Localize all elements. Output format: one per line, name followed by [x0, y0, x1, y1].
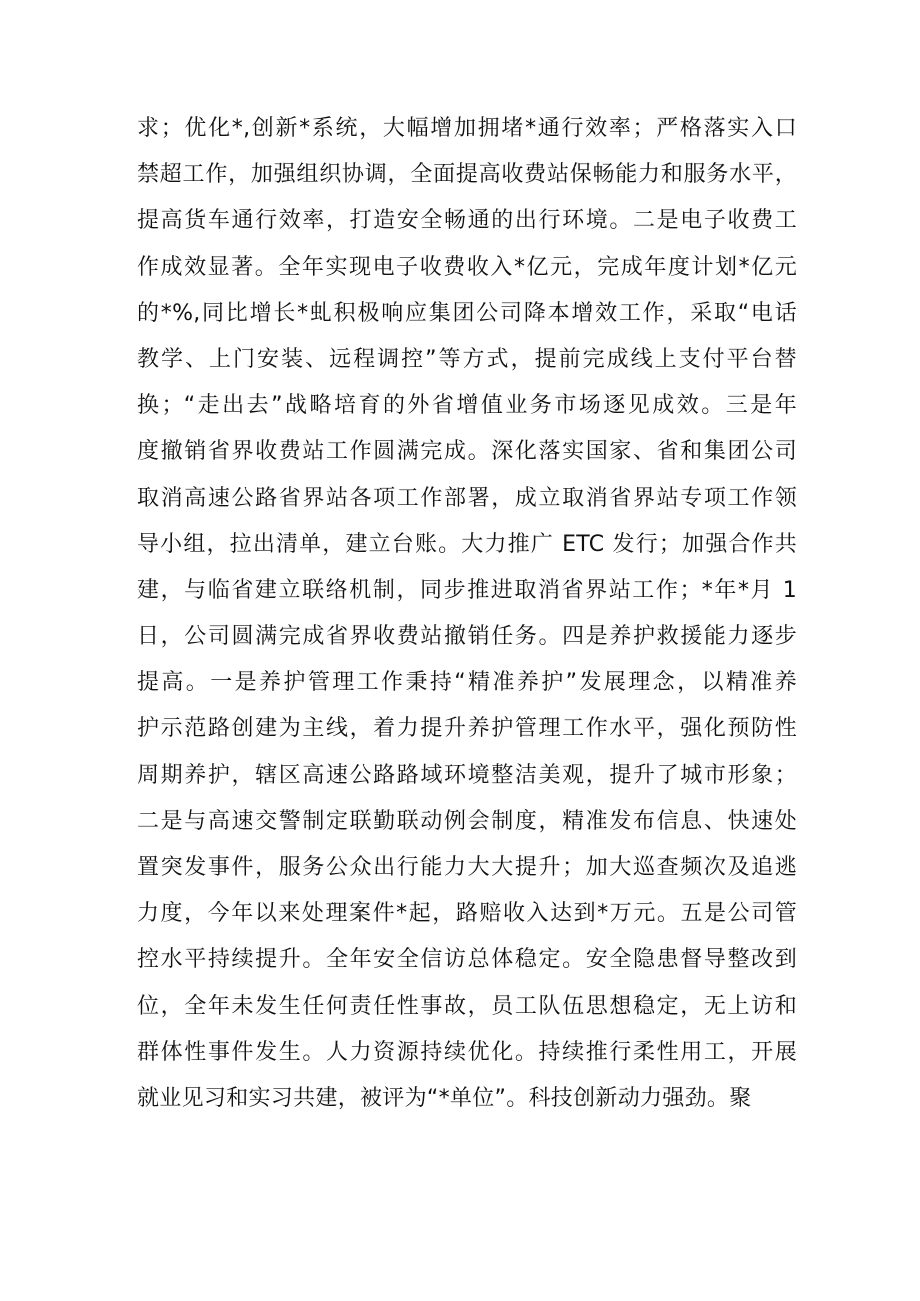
text-line: 护示范路创建为主线，着力提升养护管理工作水平，强化预防性	[137, 716, 797, 742]
text-line: 度撤销省界收费站工作圆满完成。深化落实国家、省和集团公司	[137, 439, 797, 465]
text-line: 作成效显著。全年实现电子收费收入*亿元，完成年度计划*亿元	[137, 254, 797, 280]
text-line: 提高货车通行效率，打造安全畅通的出行环境。二是电子收费工	[137, 208, 797, 234]
text-line: 取消高速公路省界站各项工作部署，成立取消省界站专项工作领	[137, 485, 797, 511]
text-line: 二是与高速交警制定联勤联动例会制度，精准发布信息、快速处	[137, 808, 797, 834]
text-line: 建，与临省建立联络机制，同步推进取消省界站工作；*年*月 1	[137, 577, 797, 603]
text-line: 禁超工作，加强组织协调，全面提高收费站保畅能力和服务水平，	[137, 162, 797, 188]
text-line: 求；优化*,创新*系统，大幅增加拥堵*通行效率；严格落实入口	[137, 116, 797, 141]
text-line: 教学、上门安装、远程调控”等方式，提前完成线上支付平台替	[137, 346, 797, 372]
text-line: 换；“走出去”战略培育的外省增值业务市场逐见成效。三是年	[137, 393, 797, 419]
text-line: 周期养护，辖区高速公路路域环境整洁美观，提升了城市形象；	[137, 762, 797, 788]
text-line: 力度，今年以来处理案件*起，路赔收入达到*万元。五是公司管	[137, 901, 797, 927]
text-line: 群体性事件发生。人力资源持续优化。持续推行柔性用工，开展	[137, 1039, 797, 1065]
text-line: 的*%,同比增长*虬积极响应集团公司降本增效工作，采取“电话	[137, 300, 797, 326]
text-line: 置突发事件，服务公众出行能力大大提升；加大巡查频次及追逃	[137, 855, 797, 880]
text-line: 日，公司圆满完成省界收费站撤销任务。四是养护救援能力逐步	[137, 624, 797, 650]
text-line: 控水平持续提升。全年安全信访总体稳定。安全隐患督导整改到	[137, 947, 797, 973]
text-line: 导小组，拉出清单，建立台账。大力推广 ETC 发行；加强合作共	[137, 531, 797, 557]
text-line: 就业见习和实习共建，被评为“*单位”。科技创新动力强劲。聚	[137, 1085, 752, 1111]
text-line: 提高。一是养护管理工作秉持“精准养护”发展理念，以精准养	[137, 670, 797, 696]
body-text	[137, 106, 797, 1122]
text-line: 位，全年未发生任何责任性事故，员工队伍思想稳定，无上访和	[137, 993, 797, 1019]
